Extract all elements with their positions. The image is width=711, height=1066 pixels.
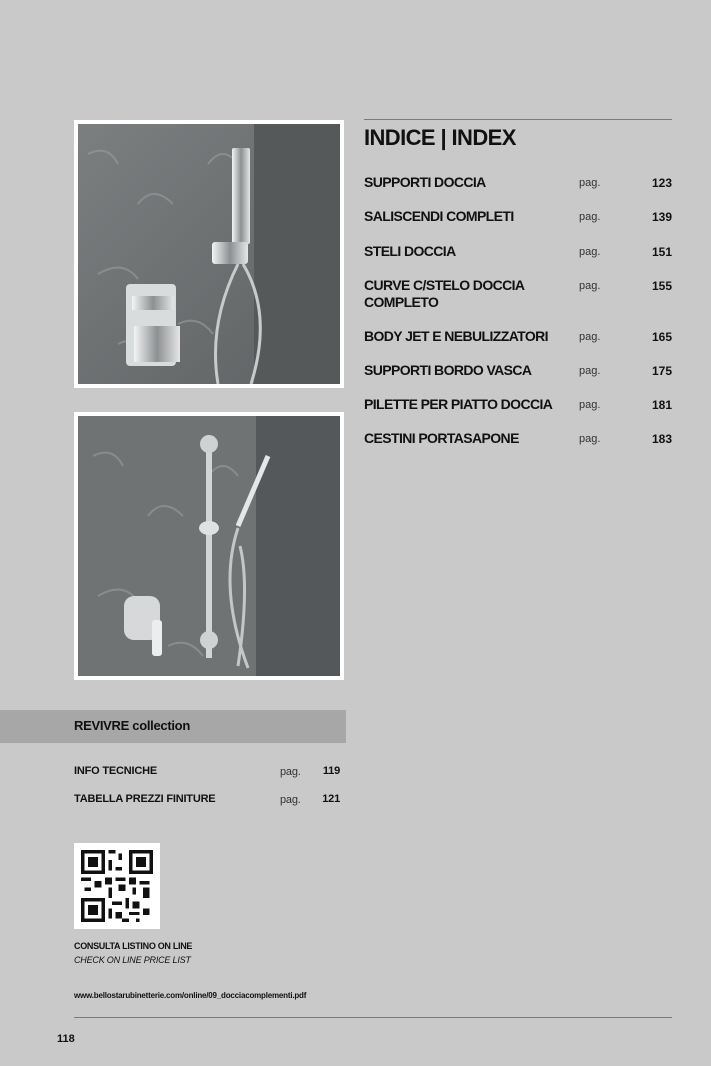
index-entry-page: 151 [651, 245, 672, 259]
index-entry-name: BODY JET E NEBULIZZATORI [364, 328, 548, 344]
index-entry-name: STELI DOCCIA [364, 243, 456, 259]
index-entry-pag-label: pag. [579, 331, 601, 343]
index-entry-page: 183 [651, 432, 672, 446]
index-entry[interactable] [364, 243, 672, 277]
collection-link-info-tecniche[interactable] [74, 765, 340, 777]
index-entry-name: CESTINI PORTASAPONE [364, 430, 519, 446]
qr-code[interactable] [74, 843, 160, 929]
index-entry-name: SUPPORTI DOCCIA [364, 174, 486, 190]
index-entry-name: CURVE C/STELO DOCCIA COMPLETO [364, 277, 524, 310]
index-entry-pag-label: pag. [579, 399, 601, 411]
index-entry-page: 139 [651, 210, 672, 224]
page-number: 118 [57, 1033, 75, 1045]
qr-caption-en: CHECK ON LINE PRICE LIST [74, 955, 191, 965]
index-entry-pag-label: pag. [579, 433, 601, 445]
index-entry-name: SALISCENDI COMPLETI [364, 208, 514, 224]
index-entry-name: PILETTE PER PIATTO DOCCIA [364, 396, 553, 412]
collection-header [0, 710, 346, 743]
collection-link-label: TABELLA PREZZI FINITURE [74, 793, 216, 805]
index-entry-pag-label: pag. [579, 365, 601, 377]
collection-link-pag-label: pag. [280, 766, 301, 778]
index-entry-pag-label: pag. [579, 211, 601, 223]
index-entry[interactable] [364, 362, 672, 396]
footer-rule [74, 1017, 672, 1018]
index-entry-page: 175 [651, 364, 672, 378]
index-entry-page: 181 [651, 398, 672, 412]
qr-caption-it: CONSULTA LISTINO ON LINE [74, 941, 193, 951]
index-entry[interactable] [364, 174, 672, 208]
collection-link-page: 119 [322, 765, 340, 777]
index-entry-pag-label: pag. [579, 246, 601, 258]
collection-link-label: INFO TECNICHE [74, 765, 157, 777]
index-top-rule [364, 119, 672, 120]
price-list-url[interactable]: www.bellostarubinetterie.com/online/09_docciacomplementi.pdf [74, 991, 307, 1000]
index-entry-pag-label: pag. [579, 280, 601, 292]
product-photo-shower-support [74, 120, 344, 388]
index-entry[interactable] [364, 396, 672, 430]
index-entry-page: 155 [651, 279, 672, 293]
index-entry-page: 165 [651, 330, 672, 344]
index-entry-page: 123 [651, 176, 672, 190]
collection-link-pag-label: pag. [280, 794, 301, 806]
index-entry[interactable] [364, 277, 672, 328]
index-list [364, 174, 672, 464]
collection-title: REVIVRE collection [74, 718, 190, 733]
index-entry[interactable] [364, 208, 672, 243]
collection-link-tabella-prezzi[interactable] [74, 793, 340, 805]
index-entry[interactable] [364, 328, 672, 362]
index-entry-pag-label: pag. [579, 177, 601, 189]
product-photo-sliding-rail [74, 412, 344, 680]
collection-link-page: 121 [322, 793, 340, 805]
index-entry[interactable] [364, 430, 672, 464]
index-entry-name: SUPPORTI BORDO VASCA [364, 362, 532, 378]
index-title: INDICE | INDEX [364, 125, 516, 150]
